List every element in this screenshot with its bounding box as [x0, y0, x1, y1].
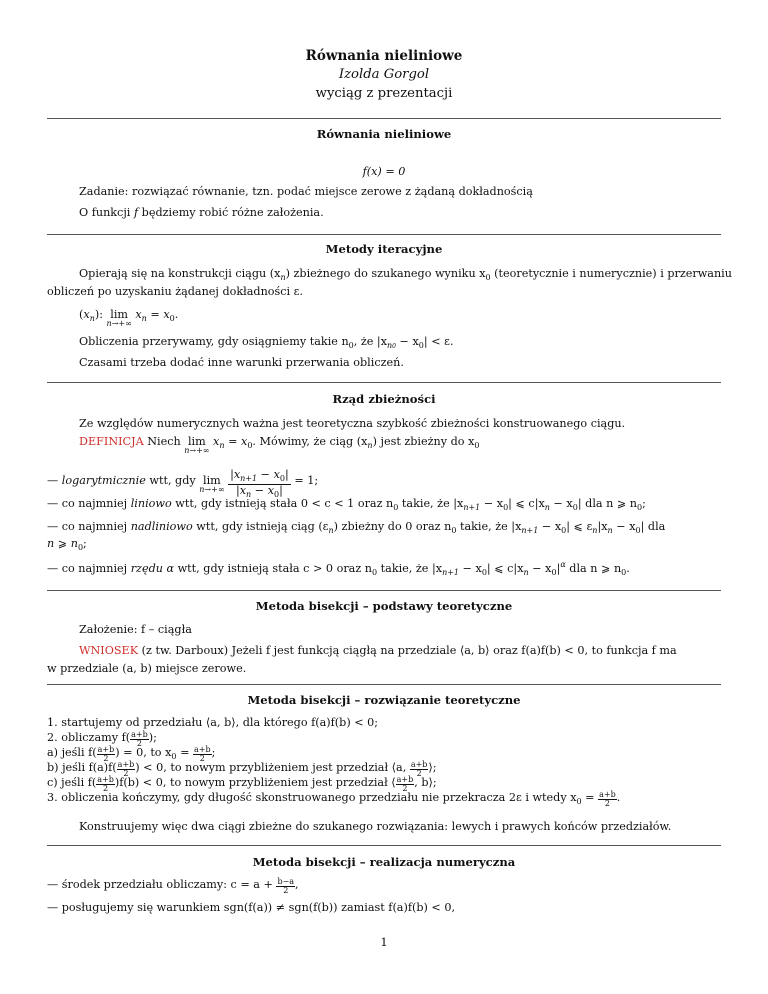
- text: będziemy robić różne założenia.: [141, 206, 324, 219]
- page-number: 1: [380, 935, 388, 949]
- paragraph: [79, 334, 721, 352]
- text: takie, że |x: [398, 497, 464, 510]
- text: co najmniej: [61, 520, 128, 533]
- step: 2. obliczamy f( $\frac{a+b}{2}$ );: [47, 730, 157, 748]
- section-rule: [47, 590, 721, 591]
- section-rule: [47, 234, 721, 235]
- text: − x: [549, 497, 573, 510]
- math: 0: [348, 341, 354, 350]
- text: wtt, gdy istnieją stała 0 < c < 1 oraz n: [175, 497, 394, 510]
- math: f: [133, 206, 139, 219]
- text: | ⩽ c|x: [508, 497, 545, 510]
- document-page: [47, 0, 732, 994]
- section-rule: [47, 382, 721, 383]
- step: b) jeśli f(a)f( $\frac{a+b}{2}$ ) < 0, to nowym przybliżeniem jest przedział ⟨a, $\frac{a+b}{2}$ ⟩;: [47, 760, 437, 778]
- text: co najmniej: [61, 562, 128, 575]
- text: wtt, gdy istnieją stała c > 0 oraz n: [177, 562, 372, 575]
- text: |x: [597, 520, 608, 533]
- paragraph: [79, 266, 732, 284]
- text: Niech: [147, 435, 181, 448]
- section-title: Metoda bisekcji – podstawy teoretyczne: [255, 599, 513, 613]
- paragraph: Zadanie: rozwiązać równanie, tzn. podać miejsce zerowe z żądaną dokładnością: [79, 185, 533, 198]
- paragraph: obliczeń po uzyskaniu żądanej dokładności ε.: [47, 285, 304, 298]
- text: − x: [538, 520, 562, 533]
- text: dla n ⩾ n: [565, 562, 622, 575]
- text: a) jeśli f(: [47, 746, 97, 759]
- text: ) jest zbieżny do x: [372, 435, 475, 448]
- text: | dla n ⩾ n: [577, 497, 638, 510]
- math: 0: [485, 273, 491, 282]
- text: )f(b) < 0, to nowym przybliżeniem jest przedział ⟨: [114, 776, 396, 789]
- section-rule: [47, 845, 721, 846]
- section-title: Metoda bisekcji – realizacja numeryczna: [252, 855, 516, 869]
- paragraph: Konstruujemy więc dwa ciągi zbieżne do szukanego rozwiązania: lewych i prawych końców przedziałów.: [79, 820, 672, 833]
- list-item: — środek przedziału obliczamy: c = a + $\frac{b-a}{2}$ ,: [47, 877, 299, 895]
- math: n0: [387, 341, 396, 350]
- step: a) jeśli f( $\frac{a+b}{2}$ ) = 0, to $x_0$ = $\frac{a+b}{2}$ ;: [47, 745, 216, 763]
- document-title: Równania nieliniowe: [305, 48, 463, 64]
- math: n: [280, 273, 286, 282]
- document-author: Izolda Gorgol: [338, 67, 430, 82]
- text: ) = 0, to x: [115, 746, 172, 759]
- text: =: [176, 746, 194, 759]
- section-title: Metody iteracyjne: [325, 242, 443, 256]
- text: wtt, gdy istnieją ciąg (ε: [196, 520, 329, 533]
- step: 1. startujemy od przedziału ⟨a, b⟩, dla którego f(a)f(b) < 0;: [47, 716, 379, 729]
- text: c) jeśli f(: [47, 776, 97, 789]
- text: wtt, gdy: [149, 473, 196, 487]
- text: |: [556, 562, 561, 575]
- text: | dla: [640, 520, 666, 533]
- text: takie, że |x: [377, 562, 443, 575]
- corollary: [79, 643, 721, 658]
- corollary-label: WNIOSEK: [79, 644, 139, 657]
- list-item: — co najmniej liniowo wtt, gdy istnieją stała 0 < c < 1 oraz $n_0$ takie, że $|x_{n+1} - x_0|$ ⩽ $c|x_n - x_0|$ dla n ⩾ $n_0$;: [47, 497, 646, 512]
- text: — środek przedziału obliczamy: c = a +: [47, 878, 277, 891]
- keyword: liniowo: [130, 497, 172, 510]
- text: =: [581, 791, 599, 804]
- text: takie, że |x: [456, 520, 522, 533]
- text: 2. obliczamy f(: [47, 731, 131, 744]
- step: 3. obliczenia kończymy, gdy długość skonstruowanego przedziału nie przekracza 2ε i wtedy $x_0$ = $\frac{a+b}{2}$ .: [47, 790, 621, 808]
- math: 0: [418, 341, 424, 350]
- text: 3. obliczenia kończymy, gdy długość skonstruowanego przedziału nie przekracza 2ε i wtedy x: [47, 791, 577, 804]
- text: , b⟩;: [414, 776, 437, 789]
- definition: DEFINICJA Niech lim n→+∞ $x_n = x_0$. Mówimy, że ciąg $(x_n)$ jest zbieżny do $x_0$: [79, 434, 480, 455]
- equation: [47, 164, 721, 179]
- text: − x: [480, 497, 504, 510]
- list-item: — co najmniej rzędu α wtt, gdy istnieją stała c > 0 oraz $n_0$ takie, że $|x_{n+1} - x_0|$ ⩽ $c|x_n - x_0|^\alpha$ dla n ⩾ $n_0$.: [47, 560, 630, 577]
- list-item: — logarytmicznie wtt, gdy lim n→+∞ $\frac{|x_{n+1} - x_0|}{|x_n - x_0|}$ = 1;: [47, 468, 319, 499]
- text: , że |x: [353, 335, 388, 348]
- text: − x: [528, 562, 552, 575]
- definition-label: DEFINICJA: [79, 435, 144, 448]
- section-title: Równania nieliniowe: [316, 127, 452, 141]
- keyword: rzędu α: [130, 562, 175, 575]
- list-item-cont: n ⩾ $n_0$;: [47, 537, 87, 552]
- text: (z tw. Darboux) Jeżeli f jest funkcją ciągłą na przedziale ⟨a, b⟩ oraz f(a)f(b) < 0, to funkcja f ma: [141, 644, 677, 657]
- paragraph: Czasami trzeba dodać inne warunki przerwania obliczeń.: [79, 356, 404, 369]
- text: Mówimy, że ciąg (x: [259, 435, 368, 448]
- step: c) jeśli f( $\frac{a+b}{2}$ )f(b) < 0, to nowym przybliżeniem jest przedział ⟨ $\frac{a+b}{2}$ , b⟩;: [47, 775, 437, 793]
- list-item: — co najmniej nadliniowo wtt, gdy istnieją ciąg $(\varepsilon_n)$ zbieżny do 0 oraz $n_0$ takie, że $|x_{n+1} - x_0|$ ⩽ $\varepsilon_n|x_n - x_0|$ dla: [47, 520, 666, 535]
- text: | ⩽ c|x: [486, 562, 524, 575]
- text: ) zbieżny do 0 oraz n: [333, 520, 452, 533]
- section-title: Metoda bisekcji – rozwiązanie teoretyczne: [247, 693, 521, 707]
- paragraph: w przedziale (a, b) miejsce zerowe.: [47, 662, 247, 675]
- text: − x: [612, 520, 636, 533]
- section-rule: [47, 118, 721, 119]
- list-item: — posługujemy się warunkiem sgn(f(a)) ≠ sgn(f(b)) zamiast f(a)f(b) < 0,: [47, 901, 456, 914]
- section-rule: [47, 684, 721, 685]
- text: | ⩽ ε: [566, 520, 593, 533]
- text: O funkcji: [79, 206, 131, 219]
- text: (teoretycznie i numerycznie) i przerwaniu: [490, 267, 732, 280]
- text: ) < 0, to nowym przybliżeniem jest przedział ⟨a,: [135, 761, 410, 774]
- text: Obliczenia przerywamy, gdy osiągniemy takie n: [79, 335, 349, 348]
- keyword: nadliniowo: [130, 520, 193, 533]
- keyword: logarytmicznie: [61, 473, 146, 487]
- text: − x: [396, 335, 419, 348]
- document-subtitle: wyciąg z prezentacji: [315, 86, 453, 101]
- paragraph: Ze względów numerycznych ważna jest teoretyczna szybkość zbieżności konstruowanego ciągu.: [79, 417, 626, 430]
- text: co najmniej: [61, 497, 128, 510]
- paragraph: [79, 205, 721, 220]
- text: | < ε.: [423, 335, 454, 348]
- text: − x: [459, 562, 482, 575]
- paragraph: Założenie: f – ciągła: [79, 623, 192, 636]
- text: b) jeśli f(a)f(: [47, 761, 117, 774]
- text: ) zbieżnego do szukanego wyniku x: [285, 267, 486, 280]
- limit-expression: $(x_n)$: lim n→+∞ $x_n = x_0$.: [79, 307, 179, 328]
- equation-text: f(x) = 0: [362, 165, 406, 178]
- text: Opierają się na konstrukcji ciągu (x: [79, 267, 281, 280]
- section-title: Rząd zbieżności: [332, 392, 436, 406]
